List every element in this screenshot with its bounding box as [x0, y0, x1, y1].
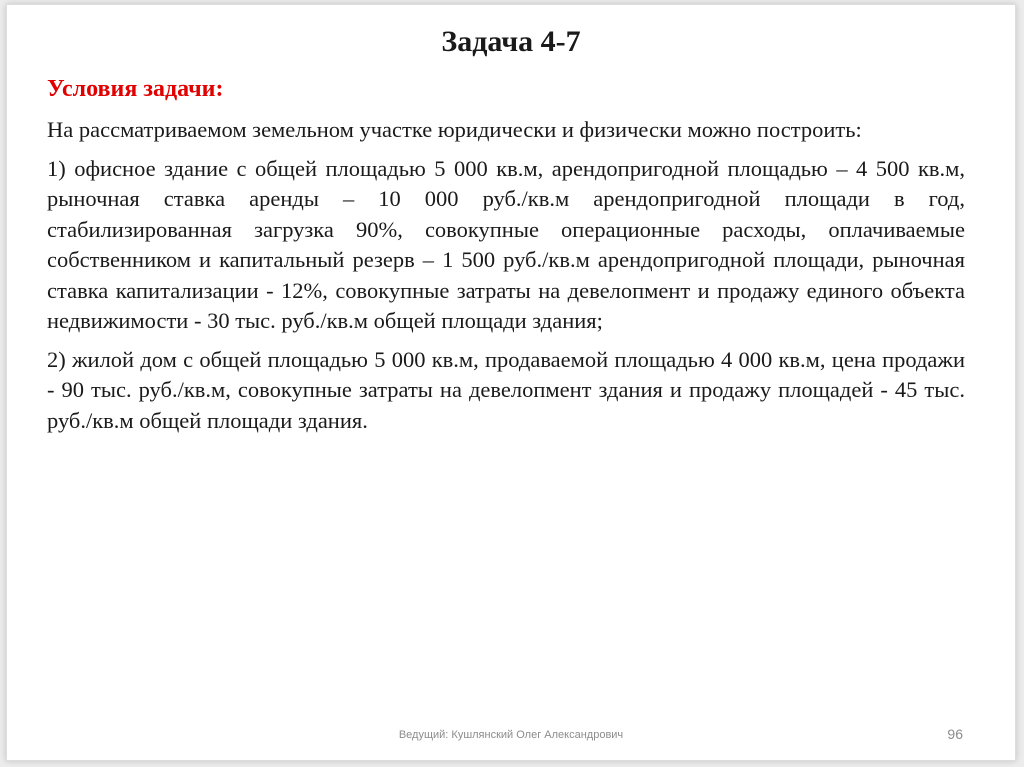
slide [6, 4, 1016, 761]
page-number: 96 [947, 726, 963, 742]
option-office-paragraph: 1) офисное здание с общей площадью 5 000 кв.м, арендопригодной площадью – 4 500 кв.м, рыночная ставка аренды – 10 000 руб./кв.м арендопригодной площади в год, стабилизированная загрузка 90%, совокупные операционные расходы, оплачиваемые собственником и капитальный резерв – 1 500 руб./кв.м арендопригодной площади, рыночная ставка капитализации - 12%, совокупные затраты на девелопмент и продажу единого объекта недвижимости - 30 тыс. руб./кв.м общей площади здания; [47, 155, 965, 333]
conditions-heading: Условия задачи: [47, 76, 224, 102]
presenter-footer: Ведущий: Кушлянский Олег Александрович [398, 729, 624, 741]
intro-paragraph: На рассматриваемом земельном участке юридически и физически можно построить: [47, 117, 862, 142]
task-body [47, 115, 965, 444]
slide-title: Задача 4-7 [441, 25, 581, 58]
option-residential-paragraph: 2) жилой дом с общей площадью 5 000 кв.м, продаваемой площадью 4 000 кв.м, цена продажи - 90 тыс. руб./кв.м, совокупные затраты на девелопмент здания и продажу площадей - 45 тыс. руб./кв.м общей площади здания. [47, 346, 965, 433]
